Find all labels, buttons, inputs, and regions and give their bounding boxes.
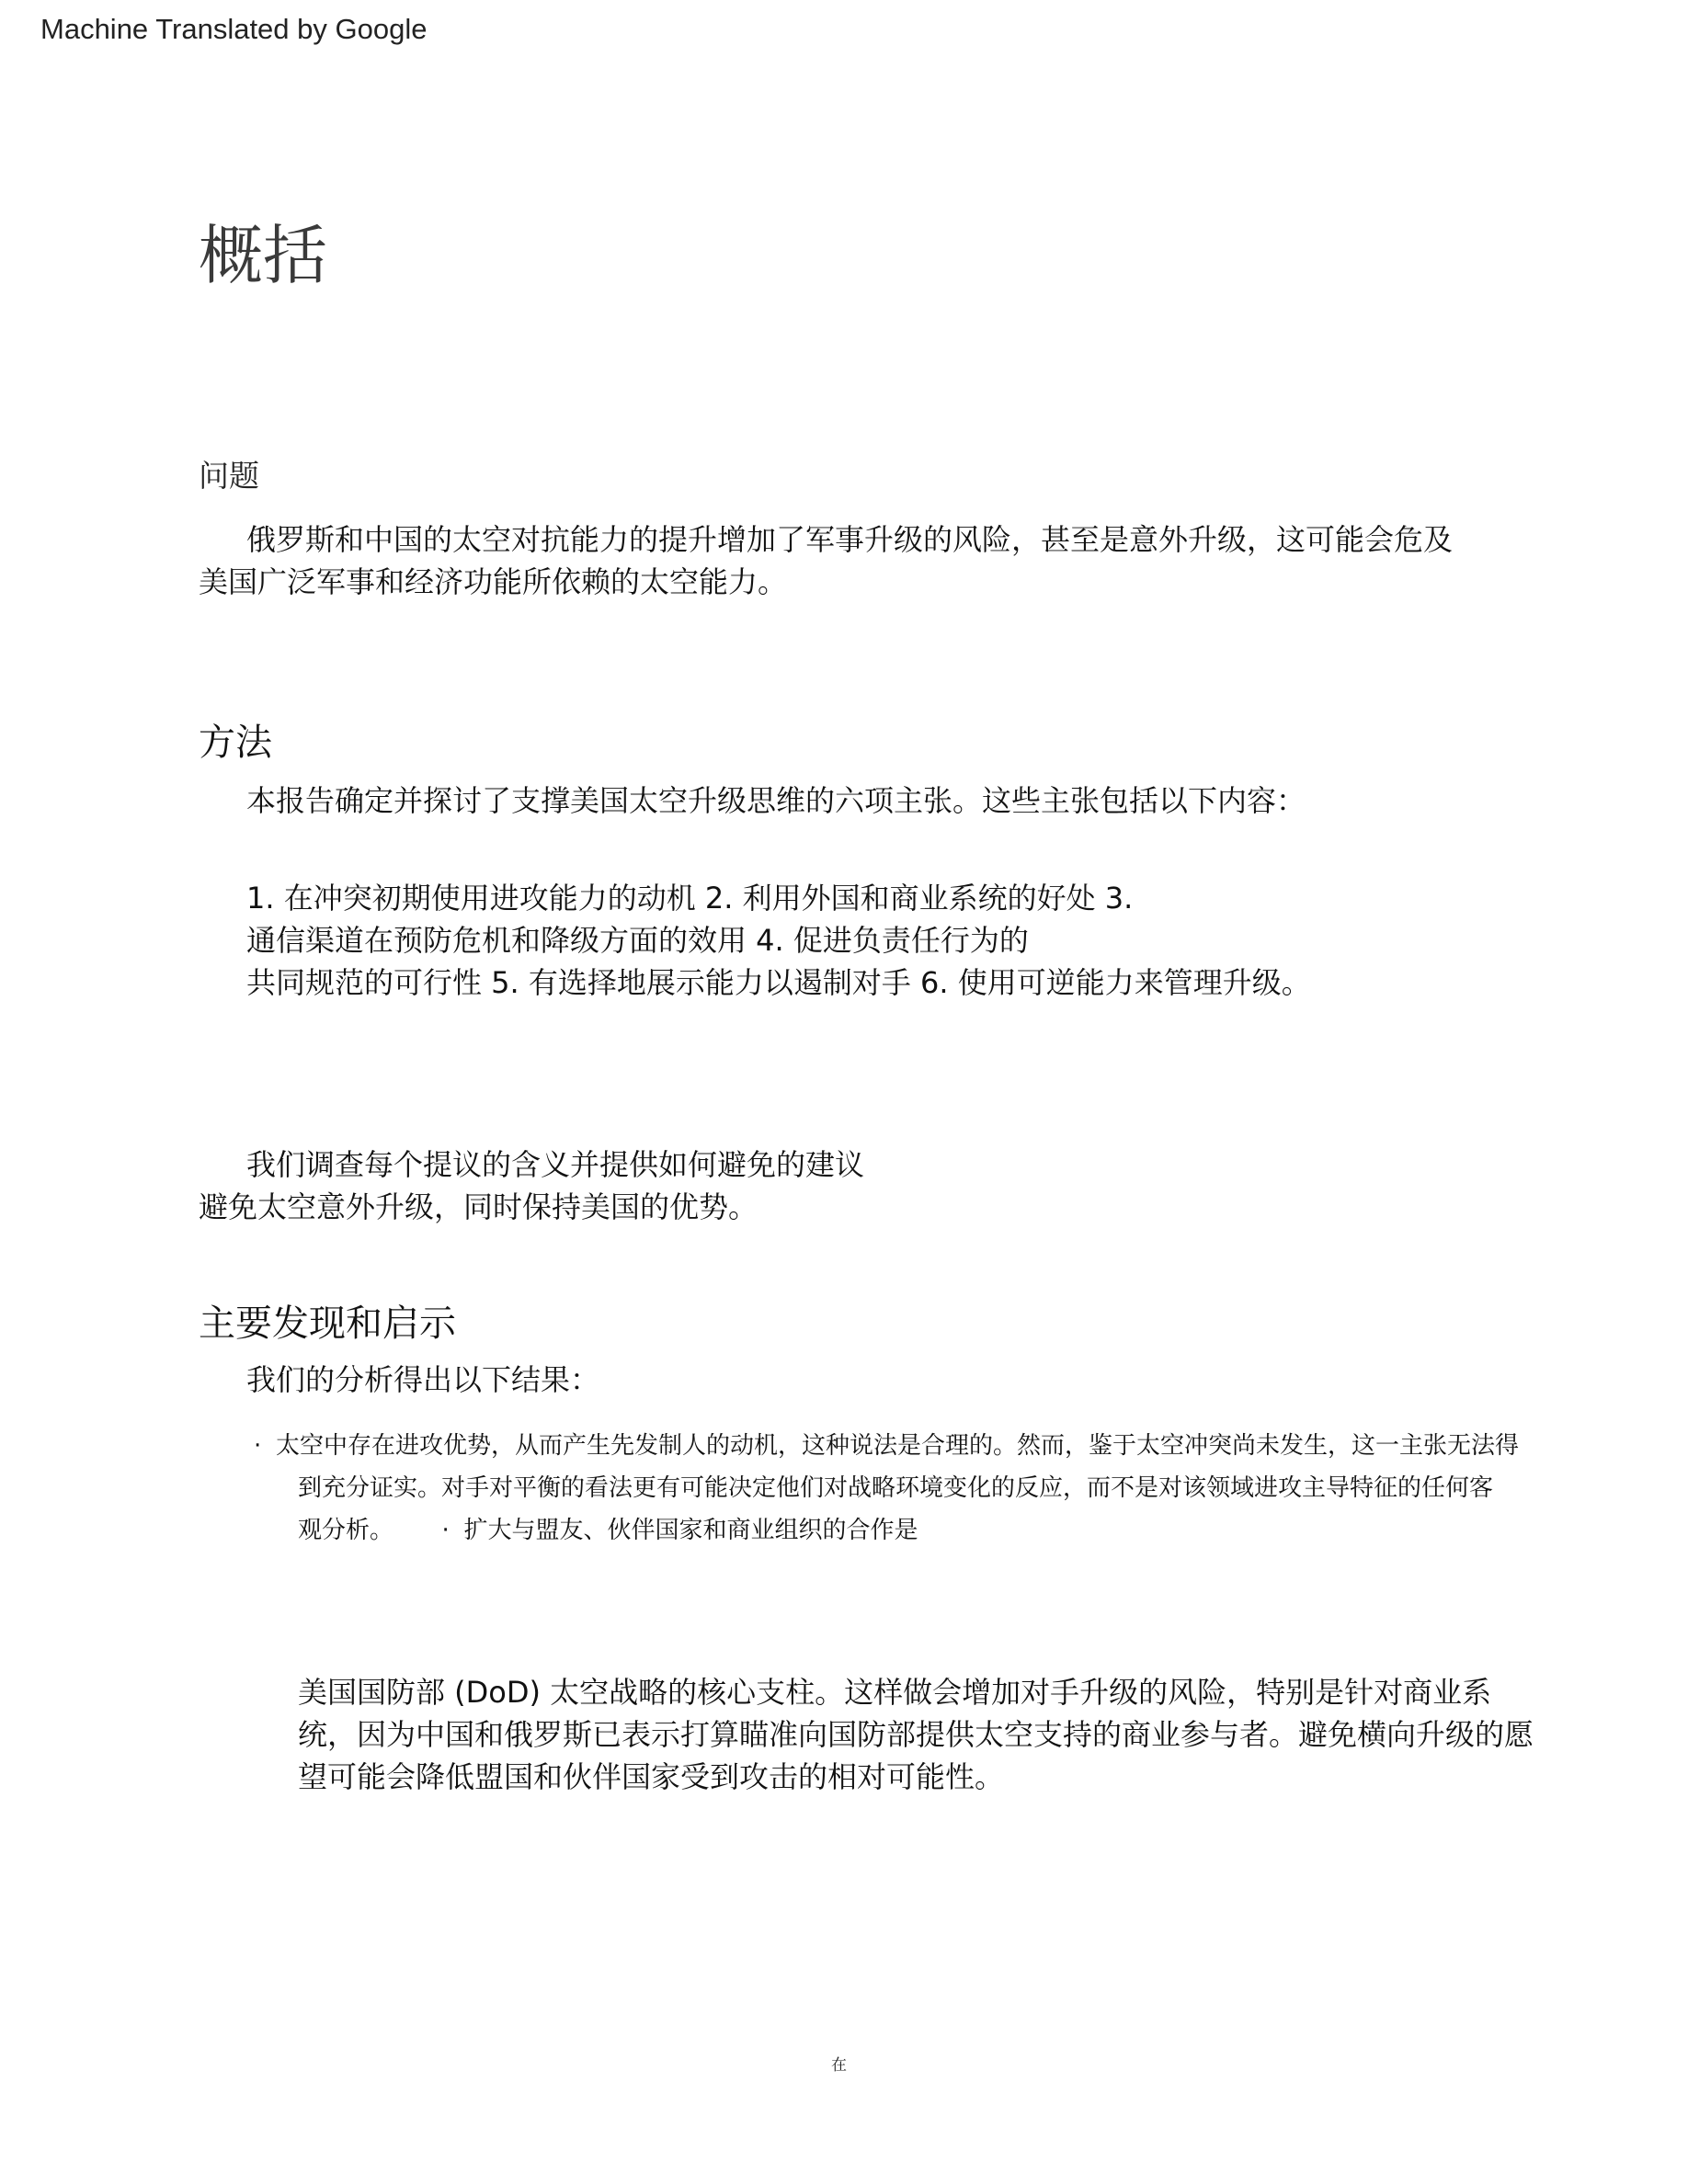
approach-closing-line-1: 我们调查每个提议的含义并提供如何避免的建议 <box>246 1147 865 1182</box>
bullet-marker: · <box>441 1517 450 1544</box>
approach-list-line-2: 通信渠道在预防危机和降级方面的效用 4. 促进负责任行为的 <box>246 923 1029 958</box>
findings-intro: 我们的分析得出以下结果： <box>246 1362 600 1397</box>
problem-line-2: 美国广泛军事和经济功能所依赖的太空能力。 <box>199 564 788 599</box>
findings-bullet-line-1: 太空中存在进攻优势，从而产生先发制人的动机，这种说法是合理的。然而，鉴于太空冲突尚未发生，这一主张无法得 <box>276 1432 1520 1460</box>
approach-list-line-3: 共同规范的可行性 5. 有选择地展示能力以遏制对手 6. 使用可逆能力来管理升级。 <box>246 965 1311 1000</box>
approach-list-line-1: 1. 在冲突初期使用进攻能力的动机 2. 利用外国和商业系统的好处 3. <box>246 881 1134 916</box>
approach-closing-line-2: 避免太空意外升级，同时保持美国的优势。 <box>199 1189 758 1224</box>
findings-continuation-line-2: 统，因为中国和俄罗斯已表示打算瞄准向国防部提供太空支持的商业参与者。避免横向升级的愿 <box>298 1717 1534 1752</box>
page-footer-mark: 在 <box>831 2056 847 2075</box>
findings-bullet-2-start: 扩大与盟友、伙伴国家和商业组织的合作是 <box>463 1517 918 1544</box>
problem-line-1: 俄罗斯和中国的太空对抗能力的提升增加了军事升级的风险，甚至是意外升级，这可能会危及 <box>246 522 1454 557</box>
findings-bullet-line-3-text: 观分析。 <box>298 1517 394 1544</box>
findings-continuation-line-1: 美国国防部 (DoD) 太空战略的核心支柱。这样做会增加对手升级的风险，特别是针对商业系 <box>298 1675 1492 1710</box>
bullet-marker: · <box>254 1432 262 1460</box>
findings-bullet-1 <box>254 1425 1519 1467</box>
machine-translated-label: Machine Translated by Google <box>40 13 428 45</box>
problem-heading: 问题 <box>199 458 259 494</box>
findings-heading: 主要发现和启示 <box>199 1302 456 1345</box>
page-title: 概括 <box>199 218 327 293</box>
findings-continuation-line-3: 望可能会降低盟国和伙伴国家受到攻击的相对可能性。 <box>298 1759 1005 1794</box>
approach-intro: 本报告确定并探讨了支撑美国太空升级思维的六项主张。这些主张包括以下内容： <box>246 783 1306 818</box>
findings-bullet-line-3 <box>298 1509 918 1552</box>
findings-bullet-line-2: 到充分证实。对手对平衡的看法更有可能决定他们对战略环境变化的反应，而不是对该领域进攻主导特征的任何客 <box>298 1474 1494 1502</box>
approach-heading: 方法 <box>199 722 272 764</box>
